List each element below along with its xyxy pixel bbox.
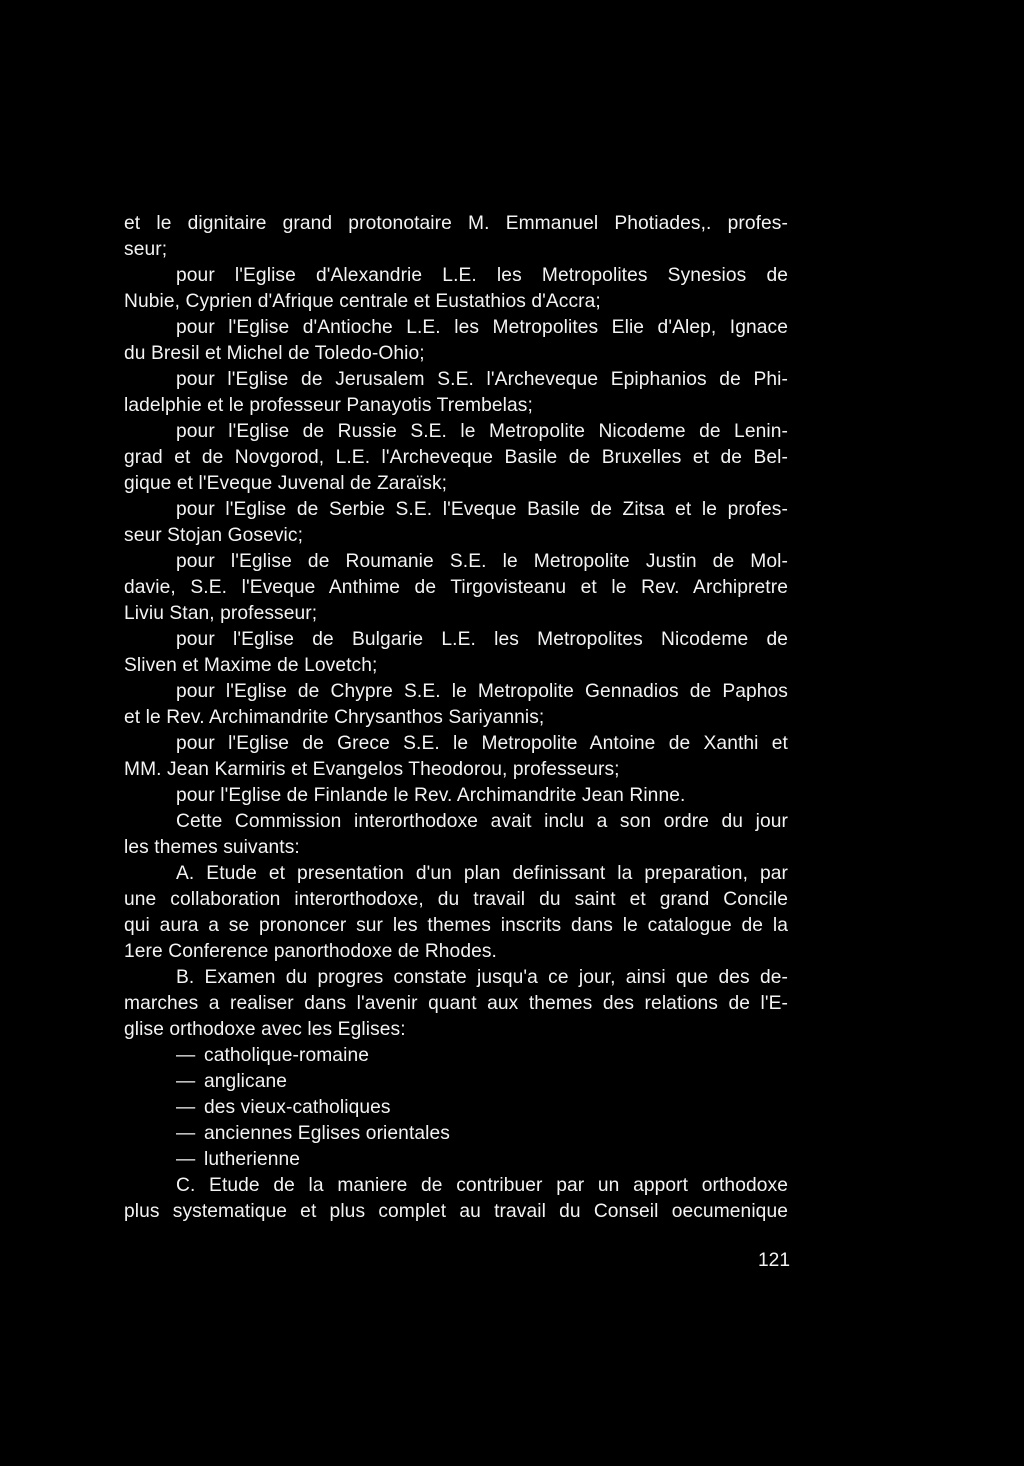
text-line: pour l'Eglise d'Antioche L.E. les Metropolites Elie d'Alep, Ignace bbox=[176, 317, 788, 338]
text-line: pour l'Eglise d'Alexandrie L.E. les Metropolites Synesios de bbox=[176, 265, 788, 286]
text-line: pour l'Eglise de Roumanie S.E. le Metropolite Justin de Mol- bbox=[176, 551, 788, 572]
list-item-label: des vieux-catholiques bbox=[204, 1097, 391, 1118]
list-item bbox=[124, 1095, 788, 1121]
list-item-label: lutherienne bbox=[204, 1149, 301, 1170]
text-line: gique et l'Eveque Juvenal de Zaraïsk; bbox=[124, 473, 448, 494]
text-line: pour l'Eglise de Bulgarie L.E. les Metropolites Nicodeme de bbox=[176, 629, 788, 650]
text-line: pour l'Eglise de Grece S.E. le Metropolite Antoine de Xanthi et bbox=[176, 733, 788, 754]
document-body bbox=[124, 211, 788, 1225]
text-line: Liviu Stan, professeur; bbox=[124, 603, 318, 624]
text-line: C. Etude de la maniere de contribuer par un apport orthodoxe bbox=[176, 1175, 788, 1196]
dash-bullet: — bbox=[176, 1149, 196, 1170]
text-line: pour l'Eglise de Jerusalem S.E. l'Archeveque Epiphanios de Phi- bbox=[176, 369, 788, 390]
text-line: MM. Jean Karmiris et Evangelos Theodorou, professeurs; bbox=[124, 759, 620, 780]
list-item bbox=[124, 1121, 788, 1147]
text-line: Cette Commission interorthodoxe avait inclu a son ordre du jour bbox=[176, 811, 788, 832]
text-line: pour l'Eglise de Finlande le Rev. Archimandrite Jean Rinne. bbox=[176, 785, 686, 806]
text-line: et le Rev. Archimandrite Chrysanthos Sariyannis; bbox=[124, 707, 545, 728]
list-item-label: catholique-romaine bbox=[204, 1045, 369, 1066]
text-line: et le dignitaire grand protonotaire M. Emmanuel Photiades,. profes- bbox=[124, 213, 788, 234]
dash-bullet: — bbox=[176, 1097, 196, 1118]
list-item-label: anciennes Eglises orientales bbox=[204, 1123, 450, 1144]
text-line: les themes suivants: bbox=[124, 837, 300, 858]
text-line: pour l'Eglise de Russie S.E. le Metropolite Nicodeme de Lenin- bbox=[176, 421, 788, 442]
dash-bullet: — bbox=[176, 1123, 196, 1144]
list-item bbox=[124, 1147, 788, 1173]
text-line: Nubie, Cyprien d'Afrique centrale et Eustathios d'Accra; bbox=[124, 291, 601, 312]
text-line: marches a realiser dans l'avenir quant aux themes des relations de l'E- bbox=[124, 993, 788, 1014]
list-item bbox=[124, 1069, 788, 1095]
text-line: pour l'Eglise de Chypre S.E. le Metropolite Gennadios de Paphos bbox=[176, 681, 788, 702]
text-line: Sliven et Maxime de Lovetch; bbox=[124, 655, 378, 676]
dash-bullet: — bbox=[176, 1071, 196, 1092]
text-line: seur Stojan Gosevic; bbox=[124, 525, 304, 546]
text-line: 1ere Conference panorthodoxe de Rhodes. bbox=[124, 941, 497, 962]
text-line: B. Examen du progres constate jusqu'a ce jour, ainsi que des de- bbox=[176, 967, 788, 988]
text-line: glise orthodoxe avec les Eglises: bbox=[124, 1019, 406, 1040]
text-line: du Bresil et Michel de Toledo-Ohio; bbox=[124, 343, 425, 364]
text-line: plus systematique et plus complet au travail du Conseil oecumenique bbox=[124, 1201, 788, 1222]
text-line: seur; bbox=[124, 239, 168, 260]
text-line: grad et de Novgorod, L.E. l'Archeveque Basile de Bruxelles et de Bel- bbox=[124, 447, 788, 468]
text-line: qui aura a se prononcer sur les themes inscrits dans le catalogue de la bbox=[124, 915, 788, 936]
text-line: A. Etude et presentation d'un plan definissant la preparation, par bbox=[176, 863, 788, 884]
text-line: pour l'Eglise de Serbie S.E. l'Eveque Basile de Zitsa et le profes- bbox=[176, 499, 788, 520]
text-line: une collaboration interorthodoxe, du travail du saint et grand Concile bbox=[124, 889, 788, 910]
list-item bbox=[124, 1043, 788, 1069]
list-item-label: anglicane bbox=[204, 1071, 288, 1092]
dash-bullet: — bbox=[176, 1045, 196, 1066]
text-line: davie, S.E. l'Eveque Anthime de Tirgovisteanu et le Rev. Archipretre bbox=[124, 577, 788, 598]
text-line: ladelphie et le professeur Panayotis Trembelas; bbox=[124, 395, 533, 416]
page-number: 121 bbox=[757, 1250, 790, 1271]
